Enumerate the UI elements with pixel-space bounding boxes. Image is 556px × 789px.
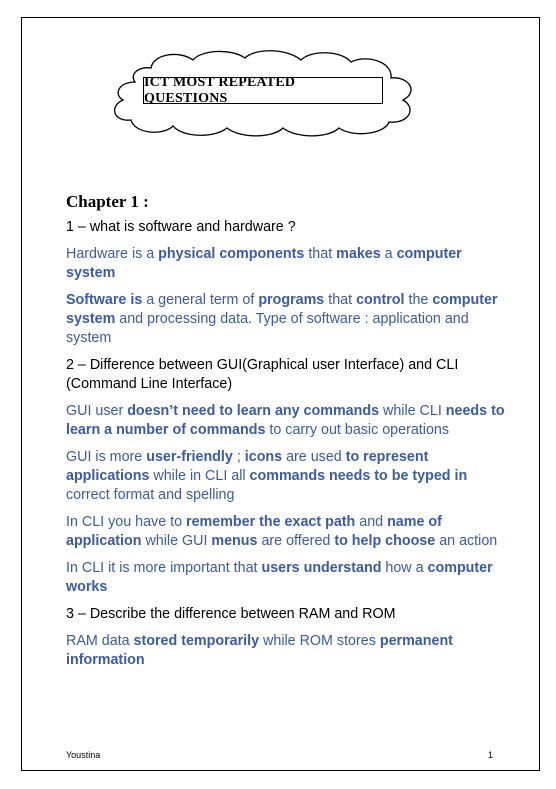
question-1: 1 – what is software and hardware ?: [66, 219, 296, 235]
answer-cli-path: In CLI you have to remember the exact path and name of application while GUI menus are offered to help choose an action: [66, 514, 498, 549]
document-body: [66, 192, 506, 678]
chapter-heading: Chapter 1 :: [66, 192, 149, 211]
footer-author: Youstina: [66, 750, 101, 760]
answer-hardware: Hardware is a physical components that makes a computer system: [66, 246, 462, 281]
answer-cli-understand: In CLI it is more important that users understand how a computer works: [66, 560, 493, 595]
document-title: ICT MOST REPEATED QUESTIONS: [143, 77, 383, 104]
answer-software: Software is a general term of programs that control the computer system and processing data. Type of software : application and system: [66, 292, 498, 346]
answer-ram-rom: RAM data stored temporarily while ROM stores permanent information: [66, 633, 453, 668]
footer-page-number: 1: [488, 750, 494, 760]
answer-gui-friendly: GUI is more user-friendly ; icons are used to represent applications while in CLI all commands needs to be typed in correct format and spelling: [66, 449, 468, 503]
question-3: 3 – Describe the difference between RAM and ROM: [66, 606, 396, 622]
question-2: 2 – Difference between GUI(Graphical user Interface) and CLI (Command Line Interface): [66, 357, 459, 392]
answer-gui-commands: GUI user doesn’t need to learn any commands while CLI needs to learn a number of commands to carry out basic operations: [66, 403, 505, 438]
